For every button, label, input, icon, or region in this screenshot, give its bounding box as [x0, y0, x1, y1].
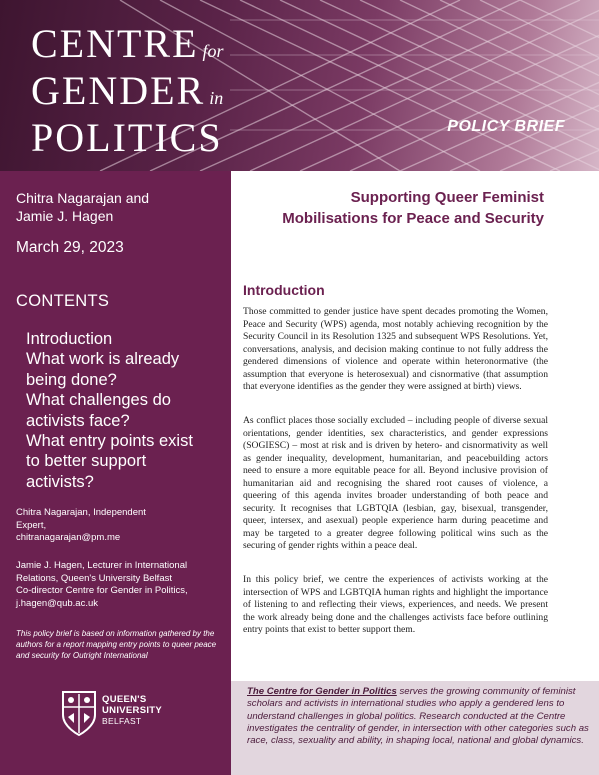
logo-line-2: UNIVERSITY — [102, 704, 163, 716]
logo-wordmark — [102, 695, 162, 727]
affiliation-line: Chitra Nagarajan, Independent — [16, 507, 146, 518]
callout-text — [247, 686, 592, 747]
author-email-link[interactable]: chitranagarajan@pm.me — [16, 532, 121, 543]
toc-item[interactable]: What challenges do — [26, 391, 171, 410]
toc-item[interactable]: Introduction — [26, 330, 113, 348]
title-line: Supporting Queer Feminist — [350, 189, 544, 206]
title-word-in: in — [209, 88, 224, 108]
title-word-for: for — [202, 41, 224, 61]
publication-date: March 29, 2023 — [16, 239, 124, 256]
section-heading-introduction: Introduction — [243, 282, 325, 298]
centre-title — [31, 21, 224, 160]
affiliation-line: Co-director Centre for Gender in Politics, — [16, 585, 188, 596]
toc-item[interactable]: being done? — [26, 370, 117, 389]
title-word-gender: GENDER — [31, 68, 206, 113]
policy-brief-title — [234, 187, 544, 229]
centre-name-link[interactable]: The Centre for Gender in Politics — [247, 686, 397, 697]
affiliation-line: Relations, Queen's University Belfast — [16, 572, 172, 584]
title-word-centre: CENTRE — [31, 21, 199, 66]
author-affiliation-hagen — [16, 560, 221, 610]
authors — [16, 189, 216, 225]
body-paragraph: Those committed to gender justice have spent decades promoting the Women, Peace and Security (WPS) agenda, most notably achieving recognition by the Security Council in its Resolution 1325 and subsequent WPS Resolutions. Yet, conversations, analysis, and decision making continue to not fully address the gendered dimensions of violence and operate within heteronormative (the assumption that everyone is heterosexual) and cisnormative (that assumption that everyone identifies as the gender they were assigned at birth) views. — [243, 306, 548, 393]
author-email-link[interactable]: j.hagen@qub.ac.uk — [16, 597, 99, 609]
toc-item[interactable]: to better support — [26, 452, 147, 471]
toc-item[interactable]: What entry points exist — [26, 432, 193, 451]
toc-item[interactable]: What work is already — [26, 350, 180, 369]
affiliation-line: Jamie J. Hagen, Lecturer in International — [16, 560, 188, 571]
authors-line-1: Chitra Nagarajan and — [16, 190, 150, 206]
affiliation-line: Expert, — [16, 519, 47, 531]
university-crest-icon — [60, 689, 98, 737]
authors-line-2: Jamie J. Hagen — [16, 208, 114, 224]
policy-brief-label: POLICY BRIEF — [447, 118, 565, 135]
sidebar — [0, 171, 231, 775]
title-line: Mobilisations for Peace and Security — [282, 210, 544, 227]
table-of-contents — [26, 329, 226, 492]
logo-line-3: BELFAST — [102, 716, 142, 726]
title-line-2 — [31, 68, 224, 118]
source-note: This policy brief is based on information gathered by the authors for a report mapping entry points to queer peace and security for Outright International — [16, 629, 217, 660]
queens-university-logo — [60, 689, 170, 737]
logo-line-1: QUEEN'S — [102, 694, 147, 705]
title-line-3 — [31, 115, 224, 160]
toc-item[interactable]: activists? — [26, 472, 94, 491]
body-paragraph: As conflict places those socially excluded – including people of diverse sexual orientations, gender identities, sex characteristics, and gender expressions (SOGIESC) – most at risk and is driven by hetero- and cisnormativity as well as gender inequality, development, humanitarian, and peacebuilding actors need to ensure a more equitable peace for all. Beyond inclusive provision of humanitarian aid and recognising the shared root causes of violence, a queering of this agenda invites broader understanding of both peace and security. It recognises that LGBTQIA (lesbian, gay, bisexual, transgender, queer, intersex, and asexual) people experience harm during peacetime and may be targeted to a greater degree following political wins such as the securing of gender rights within a peace deal. — [243, 415, 548, 552]
title-word-politics: POLITICS — [31, 115, 223, 160]
centre-description-callout — [231, 681, 599, 775]
author-affiliation-nagarajan — [16, 507, 221, 545]
contents-heading: CONTENTS — [16, 292, 110, 310]
toc-item[interactable]: activists face? — [26, 411, 130, 430]
header-banner — [0, 0, 599, 171]
body-paragraph: In this policy brief, we centre the experiences of activists working at the intersection of WPS and LGBTQIA human rights and highlight the importance of listening to and reflecting their views, experiences, and needs. We present the work already being done and the challenges activists face before outlining entry points that exist to better support them. — [243, 574, 548, 636]
callout-body: serves the growing community of feminist scholars and activists in international studies who apply a gendered lens to understand challenges in global politics. Research conducted at the Centre investigates the centrality of gender, in intersection with other categories such as race, class, sexuality and ability, in shaping local, national and global dynamics. — [247, 686, 589, 747]
title-line-1 — [31, 21, 224, 71]
